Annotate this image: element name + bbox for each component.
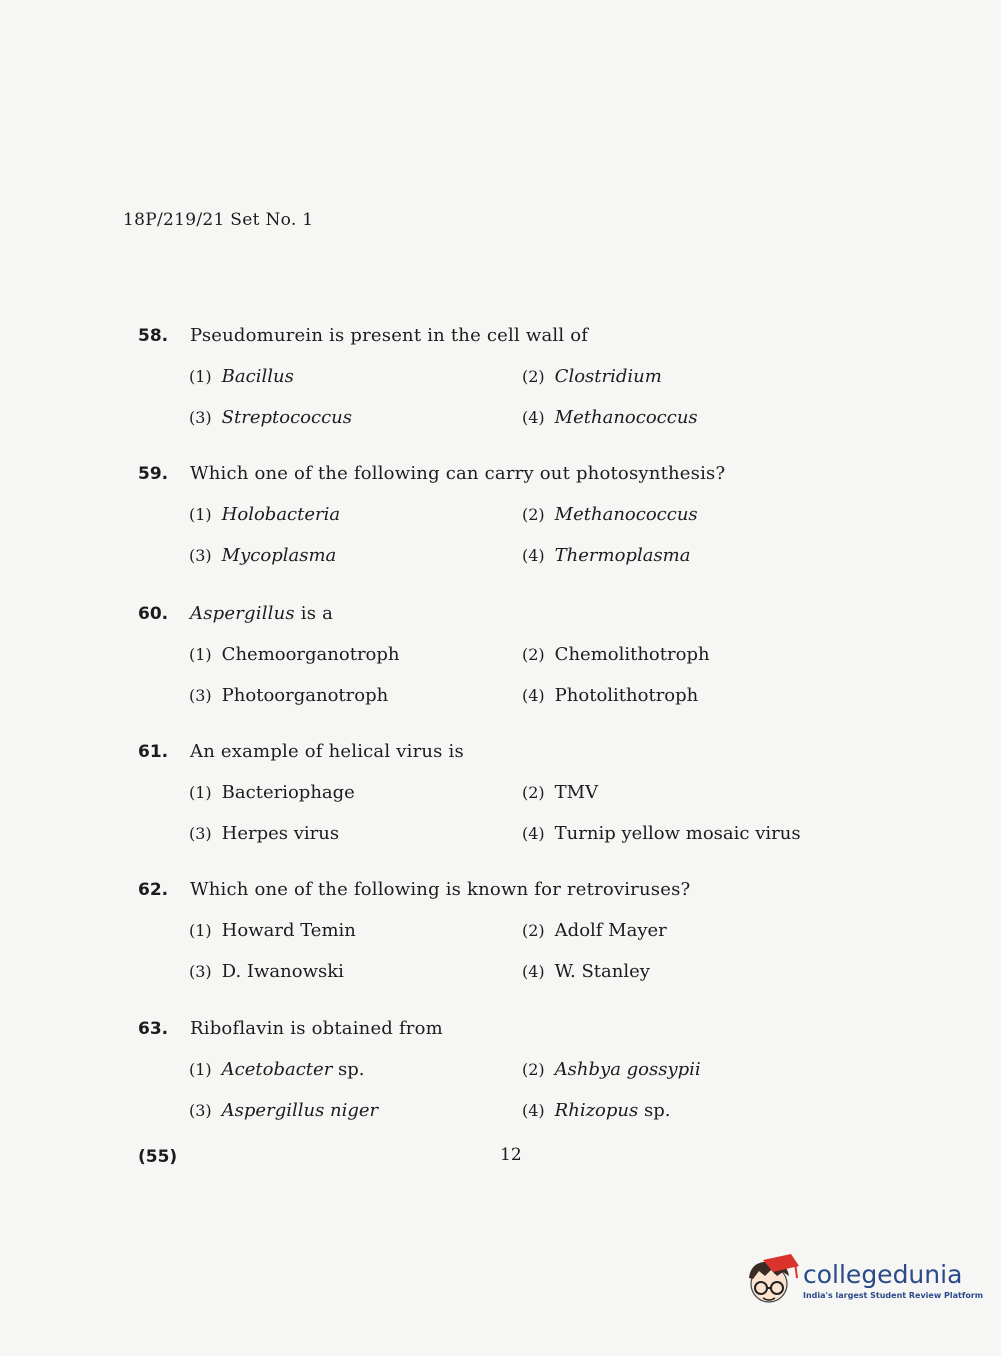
question-number: 63. xyxy=(138,1019,169,1039)
option-number: (1) xyxy=(189,367,212,386)
option-2 xyxy=(522,504,882,525)
option-text xyxy=(555,961,650,982)
question-text-part: Pseudomurein is present in the cell wall of xyxy=(190,325,589,346)
option-3 xyxy=(189,823,522,844)
option-number: (2) xyxy=(522,645,545,664)
option-4 xyxy=(522,545,882,566)
option-text xyxy=(222,407,352,428)
option-text xyxy=(555,504,698,525)
question-text-part: Which one of the following can carry out photosynthesis? xyxy=(190,463,726,484)
option-text-part: Mycoplasma xyxy=(221,545,337,566)
option-number: (1) xyxy=(189,645,212,664)
options-grid xyxy=(189,1059,838,1121)
option-text-part: Methanococcus xyxy=(554,407,698,428)
option-text xyxy=(222,823,339,844)
option-text-part: Holobacteria xyxy=(221,504,341,525)
options-grid xyxy=(189,920,838,982)
option-text xyxy=(555,407,698,428)
paper-code: 18P/219/21 Set No. 1 xyxy=(123,210,314,230)
option-number: (4) xyxy=(522,962,545,981)
option-4 xyxy=(522,407,882,428)
option-number: (4) xyxy=(522,824,545,843)
option-text-part: Photolithotroph xyxy=(554,685,699,706)
option-number: (4) xyxy=(522,1101,545,1120)
question-text xyxy=(190,741,464,762)
option-3 xyxy=(189,961,522,982)
option-text-part: Howard Temin xyxy=(221,920,356,941)
option-text xyxy=(555,1100,671,1121)
option-text xyxy=(555,782,598,803)
option-number: (4) xyxy=(522,686,545,705)
option-text-part: W. Stanley xyxy=(554,961,650,982)
option-text-part: sp. xyxy=(638,1100,671,1121)
option-text-part: Adolf Mayer xyxy=(554,920,667,941)
option-3 xyxy=(189,685,522,706)
question-text xyxy=(190,603,333,624)
option-2 xyxy=(522,1059,882,1080)
options-grid xyxy=(189,366,838,428)
option-text-part: Photoorganotroph xyxy=(221,685,389,706)
option-number: (4) xyxy=(522,546,545,565)
option-text xyxy=(555,545,691,566)
option-text-part: Clostridium xyxy=(554,366,662,387)
question-number: 59. xyxy=(138,464,169,484)
question-2 xyxy=(138,603,838,706)
option-3 xyxy=(189,545,522,566)
option-text xyxy=(222,961,344,982)
question-stem xyxy=(138,741,838,762)
question-text-part: An example of helical virus is xyxy=(190,741,464,762)
booklet-code: (55) xyxy=(138,1147,178,1167)
option-text-part: Turnip yellow mosaic virus xyxy=(554,823,801,844)
option-1 xyxy=(189,366,522,387)
option-text-part: TMV xyxy=(554,782,599,803)
option-text-part: Acetobacter xyxy=(221,1059,333,1080)
question-stem xyxy=(138,463,838,484)
option-text-part: Aspergillus niger xyxy=(221,1100,379,1121)
option-2 xyxy=(522,366,882,387)
option-4 xyxy=(522,685,882,706)
option-text xyxy=(555,366,662,387)
option-number: (2) xyxy=(522,505,545,524)
option-number: (1) xyxy=(189,783,212,802)
options-grid xyxy=(189,644,838,706)
question-5 xyxy=(138,1018,838,1121)
option-text xyxy=(222,644,400,665)
question-3 xyxy=(138,741,838,844)
question-text-part: Riboflavin is obtained from xyxy=(190,1018,443,1039)
option-1 xyxy=(189,920,522,941)
option-text-part: sp. xyxy=(332,1059,365,1080)
option-3 xyxy=(189,407,522,428)
option-text-part: Chemolithotroph xyxy=(554,644,710,665)
mascot-icon xyxy=(743,1252,799,1308)
option-text-part: Ashbya gossypii xyxy=(554,1059,701,1080)
question-number: 58. xyxy=(138,326,169,346)
option-1 xyxy=(189,644,522,665)
option-text xyxy=(222,545,337,566)
option-text-part: Rhizopus xyxy=(554,1100,639,1121)
collegedunia-logo xyxy=(743,1252,983,1308)
question-1 xyxy=(138,463,838,566)
page-number: 12 xyxy=(500,1145,522,1165)
option-3 xyxy=(189,1100,522,1121)
question-4 xyxy=(138,879,838,982)
logo-name: collegedunia xyxy=(803,1259,963,1289)
option-number: (4) xyxy=(522,408,545,427)
option-text-part: D. Iwanowski xyxy=(221,961,344,982)
options-grid xyxy=(189,504,838,566)
question-stem xyxy=(138,325,838,346)
option-number: (1) xyxy=(189,1060,212,1079)
option-number: (2) xyxy=(522,367,545,386)
option-text-part: Bacillus xyxy=(221,366,294,387)
option-text xyxy=(555,920,667,941)
option-number: (2) xyxy=(522,921,545,940)
option-text-part: Streptococcus xyxy=(221,407,352,428)
option-text xyxy=(555,685,699,706)
option-2 xyxy=(522,644,882,665)
option-number: (1) xyxy=(189,921,212,940)
option-text xyxy=(222,1059,365,1080)
question-text xyxy=(190,463,725,484)
question-0 xyxy=(138,325,838,428)
option-number: (2) xyxy=(522,783,545,802)
question-text xyxy=(190,879,690,900)
option-text xyxy=(555,644,710,665)
option-text xyxy=(555,1059,701,1080)
question-text xyxy=(190,1018,443,1039)
option-1 xyxy=(189,1059,522,1080)
option-text xyxy=(555,823,801,844)
option-text-part: Bacteriophage xyxy=(221,782,355,803)
logo-tagline: India's largest Student Review Platform xyxy=(803,1290,984,1300)
question-number: 60. xyxy=(138,604,169,624)
option-text xyxy=(222,366,294,387)
option-1 xyxy=(189,504,522,525)
option-text xyxy=(222,782,355,803)
option-text xyxy=(222,1100,379,1121)
option-number: (3) xyxy=(189,408,212,427)
question-text xyxy=(190,325,588,346)
option-number: (3) xyxy=(189,686,212,705)
option-text xyxy=(222,504,340,525)
option-4 xyxy=(522,823,882,844)
option-text xyxy=(222,685,389,706)
option-number: (3) xyxy=(189,962,212,981)
question-text-part: Aspergillus xyxy=(190,603,295,624)
option-number: (3) xyxy=(189,824,212,843)
option-text xyxy=(222,920,356,941)
option-number: (3) xyxy=(189,1101,212,1120)
question-stem xyxy=(138,1018,838,1039)
option-text-part: Methanococcus xyxy=(554,504,698,525)
option-number: (3) xyxy=(189,546,212,565)
question-stem xyxy=(138,879,838,900)
option-text-part: Chemoorganotroph xyxy=(221,644,400,665)
option-4 xyxy=(522,1100,882,1121)
options-grid xyxy=(189,782,838,844)
option-2 xyxy=(522,782,882,803)
option-text-part: Thermoplasma xyxy=(554,545,691,566)
question-text-part: is a xyxy=(294,603,334,624)
question-text-part: Which one of the following is known for retroviruses? xyxy=(190,879,691,900)
option-number: (2) xyxy=(522,1060,545,1079)
option-2 xyxy=(522,920,882,941)
question-stem xyxy=(138,603,838,624)
question-number: 62. xyxy=(138,880,169,900)
option-1 xyxy=(189,782,522,803)
question-number: 61. xyxy=(138,742,169,762)
option-number: (1) xyxy=(189,505,212,524)
option-text-part: Herpes virus xyxy=(221,823,340,844)
option-4 xyxy=(522,961,882,982)
